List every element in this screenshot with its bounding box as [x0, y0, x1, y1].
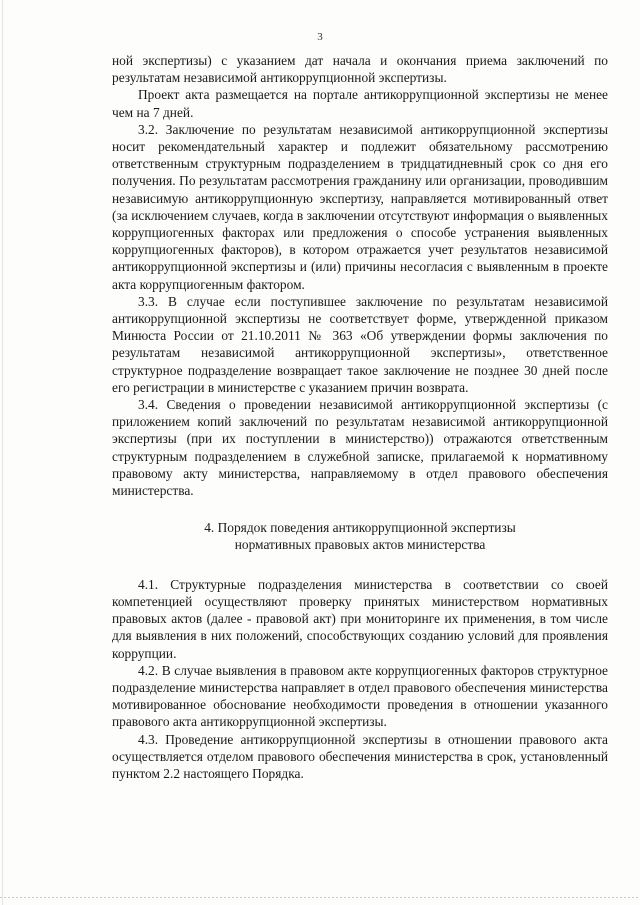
- page-number: 3: [317, 31, 323, 43]
- paragraph-continuation: ной экспертизы) с указанием дат начала и окончания приема заключений по результатам независимой антикоррупционной экспертизы.: [112, 53, 608, 86]
- section-heading-line-1: 4. Порядок поведения антикоррупционной экспертизы: [204, 520, 516, 536]
- document-body: [112, 52, 608, 782]
- paragraph-4-1: 4.1. Структурные подразделения министерства в соответствии со своей компетенцией осуществляют проверку принятых министерством нормативных правовых актов (далее - правовой акт) при мониторинге их применения, в том числе для выявления в них положений, способствующих созданию условий для проявления коррупции.: [112, 576, 608, 661]
- paragraph-3-2: 3.2. Заключение по результатам независимой антикоррупционной экспертизы носит рекомендательный характер и подлежит обязательному рассмотрению ответственным структурным подразделением в тридцатидневный срок со дня его получения. По результатам рассмотрения гражданину или организации, проводившим независимую антикоррупционную экспертизу, направляется мотивированный ответ (за исключением случаев, когда в заключении отсутствуют информация о выявленных коррупциогенных факторах или предложения о способе устранения выявленных коррупциогенных факторов), в котором отражается учет результатов независимой антикоррупционной экспертизы и (или) причины несогласия с выявленным в проекте акта коррупциогенным фактором.: [112, 121, 608, 292]
- paragraph-3-3: 3.3. В случае если поступившее заключение по результатам независимой антикоррупционной экспертизы не соответствует форме, утвержденной приказом Минюста России от 21.10.2011 № 363 «Об утверждении формы заключения по результатам независимой антикоррупционной экспертизы», ответственное структурное подразделение возвращает такое заключение не позднее 30 дней после его регистрации в министерстве с указанием причин возврата.: [112, 293, 608, 395]
- paragraph-3-4: 3.4. Сведения о проведении независимой антикоррупционной экспертизы (с приложением копий заключений по результатам независимой антикоррупционной экспертизы (при их поступлении в министерство)) отражаются ответственным структурным подразделением в служебной записке, прилагаемой к нормативному правовому акту министерства, направляемому в отдел правового обеспечения министерства.: [112, 397, 608, 499]
- section-heading-line-2: нормативных правовых актов министерства: [234, 537, 486, 553]
- paragraph-placement-term: Проект акта размещается на портале антикоррупционной экспертизы не менее чем на 7 дней.: [112, 87, 608, 120]
- paragraph-4-2: 4.2. В случае выявления в правовом акте коррупциогенных факторов структурное подразделение министерства направляет в отдел правового обеспечения министерства мотивированное обоснование необходимости проведения в отношении указанного правового акта антикоррупционной экспертизы.: [112, 662, 608, 730]
- scan-edge-bottom: [0, 897, 640, 898]
- scan-edge-left: [2, 0, 3, 905]
- paragraph-4-3: 4.3. Проведение антикоррупционной экспертизы в отношении правового акта осуществляется отделом правового обеспечения министерства в срок, установленный пунктом 2.2 настоящего Порядка.: [112, 731, 608, 781]
- section-heading: [112, 519, 608, 553]
